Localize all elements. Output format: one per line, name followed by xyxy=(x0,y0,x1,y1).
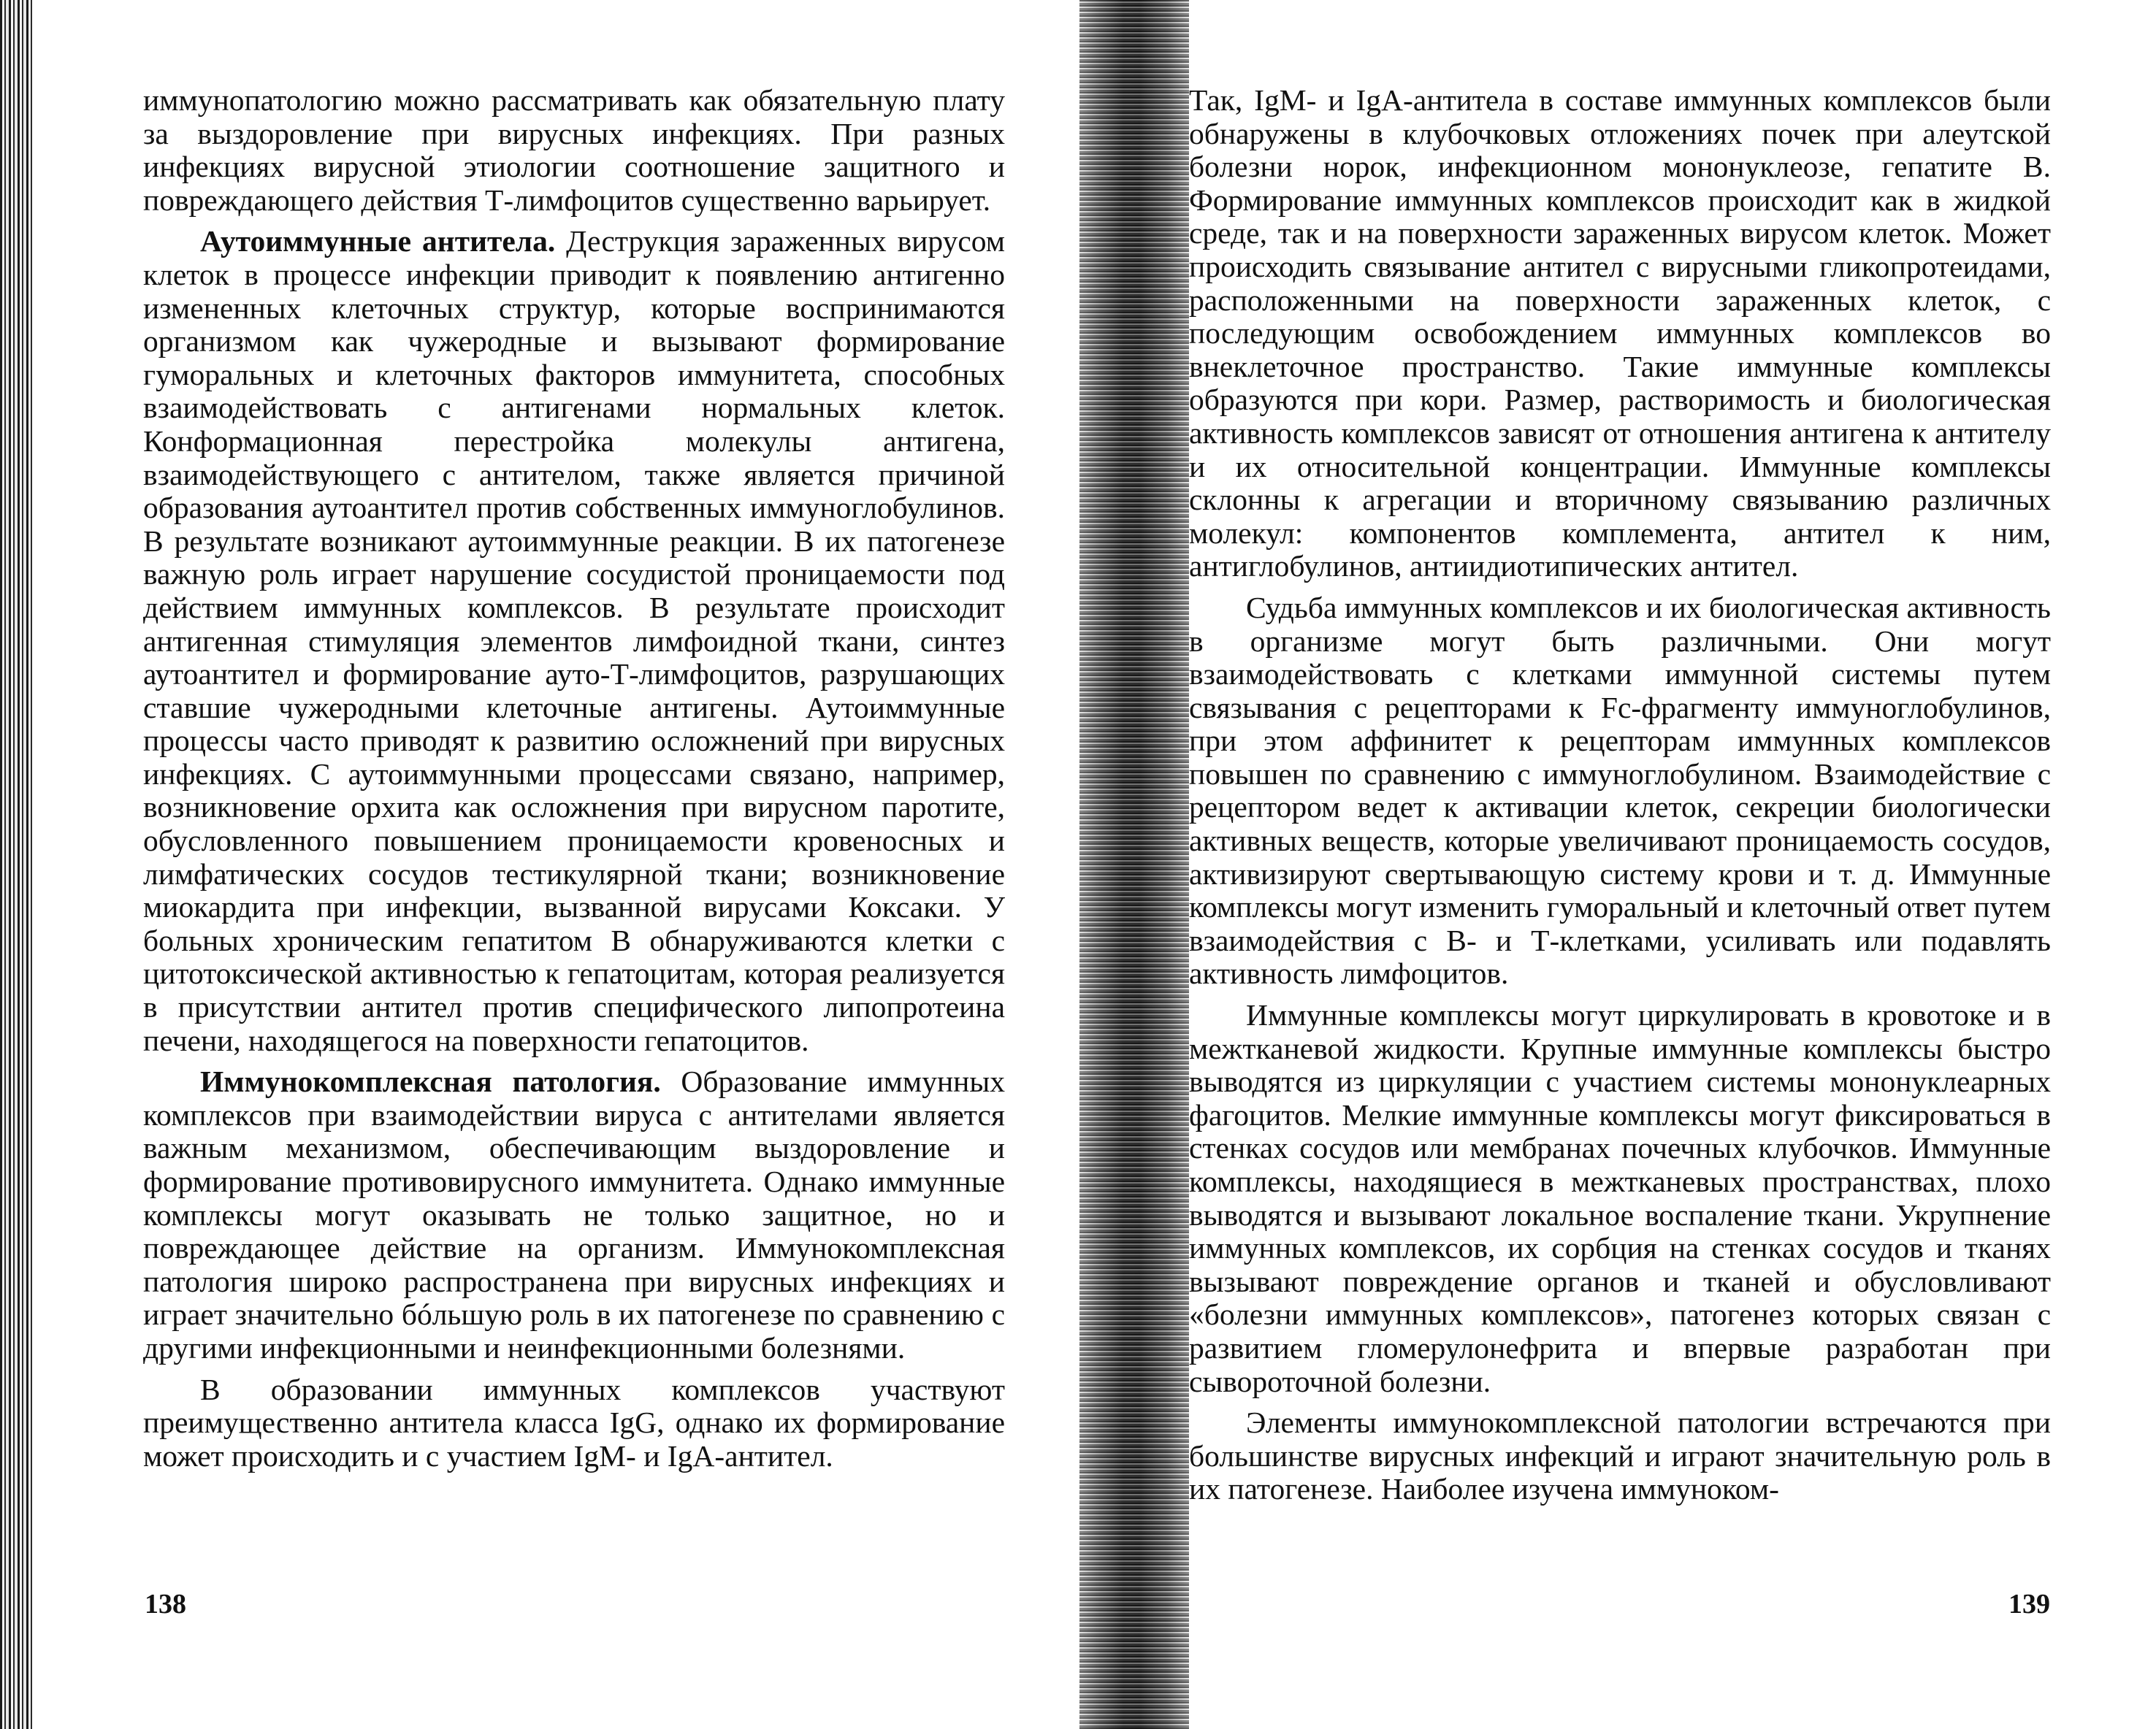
left-paragraph-4: В образовании иммунных комплексов участвуют преимущественно антитела класса IgG, однако их формирование может происходить и с участием IgM- и IgA-антител. xyxy=(143,1372,1005,1473)
left-paragraph-2: Аутоиммунные антитела. Деструкция зараженных вирусом клеток в процессе инфекции приводит к появлению антигенно измененных клеточных структур, которые воспринимаются организмом как чужеродные и вызывают формирование гуморальных и клеточных факторов иммунитета, способных взаимодействовать с антигенами нормальных клеток. Конформационная перестройка молекулы антигена, взаимодействующего с антителом, также является причиной образования аутоантител против собственных иммуноглобулинов. В результате возникают аутоиммунные реакции. В их патогенезе важную роль играет нарушение сосудистой проницаемости под действием иммунных комплексов. В результате происходит антигенная стимуляция элементов лимфоидной ткани, синтез аутоантител и формирование ауто-Т-лимфоцитов, разрушающих ставшие чужеродными клеточные антигены. Аутоиммунные процессы часто приводят к развитию осложнений при вирусных инфекциях. С аутоиммунными процессами связано, например, возникновение орхита как осложнения при вирусном паротите, обусловленного повышением проницаемости кровеносных и лимфатических сосудов тестикулярной ткани; возникновение миокардита при инфекции, вызванной вирусами Коксаки. У больных хроническим гепатитом В обнаруживаются клетки с цитотоксической активностью к гепатоцитам, которая реализуется в присутствии антител против специфического липопротеина печени, находящегося на поверхности гепатоцитов. xyxy=(143,224,1005,1057)
right-paragraph-2: Судьба иммунных комплексов и их биологическая активность в организме могут быть различными. Они могут взаимодействовать с клетками иммунной системы путем связывания с рецепторами к Fc-фрагменту иммуноглобулинов, при этом аффинитет к рецепторам иммунных комплексов повышен по сравнению с иммуноглобулином. Взаимодействие с рецептором ведет к активации клеток, секреции биологически активных веществ, которые увеличивают проницаемость сосудов, активизируют свертывающую систему крови и т. д. Иммунные комплексы могут изменить гуморальный и клеточный ответ путем взаимодействия с В- и Т-клетками, усиливать или подавлять активность лимфоцитов. xyxy=(1189,590,2051,991)
page-number-right: 139 xyxy=(2008,1589,2050,1619)
book-spine-gutter xyxy=(1079,0,1189,1729)
right-paragraph-3: Иммунные комплексы могут циркулировать в кровотоке и в межтканевой жидкости. Крупные иммунные комплексы быстро выводятся из циркуляции с участием системы мононуклеарных фагоцитов. Мелкие иммунные комплексы могут фиксироваться в стенках сосудов или мембранах почечных клубочков. Иммунные комплексы, находящиеся в межтканевых пространствах, плохо выводятся и вызывают локальное воспаление ткани. Укрупнение иммунных комплексов, их сорбция на стенках сосудов и тканях вызывают повреждение органов и тканей и обусловливают «болезни иммунных комплексов», патогенез которых связан с развитием гломерулонефрита и впервые разработан при сывороточной болезни. xyxy=(1189,998,2051,1398)
scan-left-edge xyxy=(0,0,32,1729)
left-page xyxy=(143,84,1005,1481)
section-heading-autoimmune: Аутоиммунные антитела. xyxy=(200,224,556,258)
right-paragraph-4: Элементы иммунокомплексной патологии встречаются при большинстве вирусных инфекций и играют значительную роль в их патогенезе. Наиболее изучена иммуноком- xyxy=(1189,1406,2051,1506)
left-paragraph-3: Иммунокомплексная патология. Образование иммунных комплексов при взаимодействии вируса с антителами является важным механизмом, обеспечивающим выздоровление и формирование противовирусного иммунитета. Однако иммунные комплексы могут оказывать не только защитное, но и повреждающее действие на организм. Иммунокомплексная патология широко распространена при вирусных инфекциях и играет значительно бóльшую роль в их патогенезе по сравнению с другими инфекционными и неинфекционными болезнями. xyxy=(143,1065,1005,1365)
page-number-left: 138 xyxy=(145,1589,186,1619)
section-heading-immunocomplex: Иммунокомплексная патология. xyxy=(200,1065,661,1099)
left-paragraph-1: иммунопатологию можно рассматривать как обязательную плату за выздоровление при вирусных инфекциях. При разных инфекциях вирусной этиологии соотношение защитного и повреждающего действия Т-лимфоцитов существенно варьирует. xyxy=(143,83,1005,217)
right-paragraph-1: Так, IgM- и IgA-антитела в составе иммунных комплексов были обнаружены в клубочковых отложениях почек при алеутской болезни норок, инфекционном мононуклеозе, гепатите В. Формирование иммунных комплексов происходит как в жидкой среде, так и на поверхности зараженных вирусом клеток. Может происходить связывание антител с вирусными гликопротеидами, расположенными на поверхности зараженных клеток, с последующим освобождением иммунных комплексов во внеклеточное пространство. Такие иммунные комплексы образуются при кори. Размер, растворимость и биологическая активность комплексов зависят от отношения антигена к антителу и их относительной концентрации. Иммунные комплексы склонны к агрегации и вторичному связыванию различных молекул: компонентов комплемента, антител к ним, антиглобулинов, антиидиотипических антител. xyxy=(1189,83,2051,583)
right-page xyxy=(1189,84,2051,1514)
